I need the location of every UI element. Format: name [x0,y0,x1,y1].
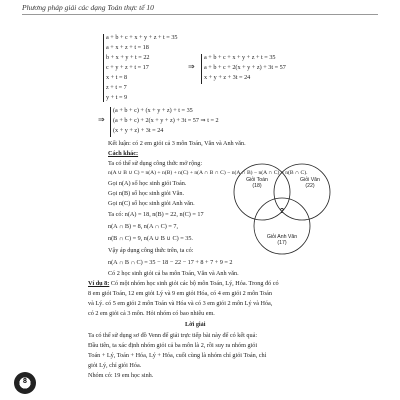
system1-line: z + t = 7 [106,84,127,91]
system1-line: a + b + c + x + y + z + t = 35 [106,34,178,41]
method-line: n(B ∩ C) = 9, n(A ∪ B ∪ C) = 35. [108,235,193,242]
method-line: n(A ∩ B) = 8, n(A ∩ C) = 7, [108,223,179,230]
venn-label-van [290,177,330,189]
example-line: có 2 em giỏi cả 3 môn. Hỏi nhóm có bao nhiêu em. [88,310,215,317]
method-line: Gọi n(A) số học sinh giỏi Toán. [108,180,187,187]
method-line: Gọi n(C) số học sinh giỏi Anh văn. [108,200,195,207]
method-line: Ta có: n(A) = 18, n(B) = 22, n(C) = 17 [108,211,204,218]
system3-line: (a + b + c) + (x + y + z) + t = 35 [113,107,193,114]
example-line: và Lý. có 5 em giỏi 2 môn Toán và Hóa và có 3 em giỏi 2 môn Lý và Hóa, [88,300,273,307]
solution-line: giỏi Lý, chỉ giỏi Hóa. [88,362,142,369]
system3-line: (a + b + c) + 2(x + y + z) + 3t = 57 ⇒ t = 2 [113,117,219,124]
venn-van-name: Giỏi Văn [300,177,320,183]
method-line: Ta có thể sử dụng công thức mở rộng: [108,160,203,167]
method-line: Gọi n(B) số học sinh giỏi Văn. [108,190,185,197]
conclusion: Kết luận: có 2 em giỏi cả 3 môn Toán, Văn và Anh văn. [108,140,246,147]
header-title: Phương pháp giải các dạng Toán thực tế 10 [22,3,154,12]
method-title: Cách khác: [108,150,139,157]
system1-line: b + x + y + t = 22 [106,54,150,61]
venn-label-anh [262,234,302,246]
system2-line: a + b + c + 2(x + y + z) + 3t = 57 [204,64,286,71]
example-label: Ví dụ 8: [88,280,110,287]
implies-arrow: ⇒ [188,62,195,71]
solution-title: Lời giải [185,321,206,328]
page-number-badge [14,372,36,394]
system1-line: a + x + z + t = 18 [106,44,149,51]
venn-anh-count: (17) [277,240,287,246]
venn-toan-name: Giỏi Toán [246,177,268,183]
system1-line: y + t = 9 [106,94,128,101]
system2-line: a + b + c + x + y + z + t = 35 [204,54,276,61]
solution-line: Ta có thể sử dụng sơ đồ Venn để giải trực tiếp bài này để có kết quả: [88,332,258,339]
method-line: n(A ∩ B ∩ C) = 35 − 18 − 22 − 17 + 8 + 7 + 9 = 2 [108,259,233,266]
result: Có 2 học sinh giỏi cả ba môn Toán, Văn và Anh văn. [108,270,239,277]
venn-anh-name: Giỏi Anh Văn [266,234,298,240]
venn-van-count: (22) [305,183,315,189]
method-line: n(A ∪ B ∪ C) = n(A) + n(B) + n(C) + n(A ∩ B ∩ C) − n(A ∩ B) − n(A ∩ C) − n(B ∩ C). [108,170,308,176]
example-line: 8 em giỏi Toán, 12 em giỏi Lý và 9 em giỏi Hóa, có 4 em giỏi 2 môn Toán [88,290,272,297]
system2-line: x + y + z + 3t = 24 [204,74,251,81]
venn-center: ? [279,208,285,215]
system1-line: x + t = 8 [106,74,128,81]
page-number: 8 [23,378,27,385]
implies-arrow-2: ⇒ [98,115,105,124]
example-first-line [88,280,279,287]
venn-toan-count: (18) [252,183,262,189]
solution-line: Nhóm có: 19 em học sinh. [88,372,154,379]
venn-label-toan [237,177,277,189]
system1-line: c + y + z + t = 17 [106,64,149,71]
system3-line: (x + y + z) + 3t = 24 [113,127,164,134]
method-line: Vậy áp dụng công thức trên, ta có: [108,247,194,254]
solution-line: Toán + Lý, Toán + Hóa, Lý + Hóa, cuối cùng là nhóm chỉ giỏi Toán, chỉ [88,352,267,359]
solution-line: Đầu tiên, ta xác định nhóm giỏi cả ba môn là 2, rồi suy ra nhóm giỏi [88,342,258,349]
example-line: Có một nhóm học sinh giỏi các bộ môn Toán, Lý, Hóa. Trong đó có [109,280,279,287]
